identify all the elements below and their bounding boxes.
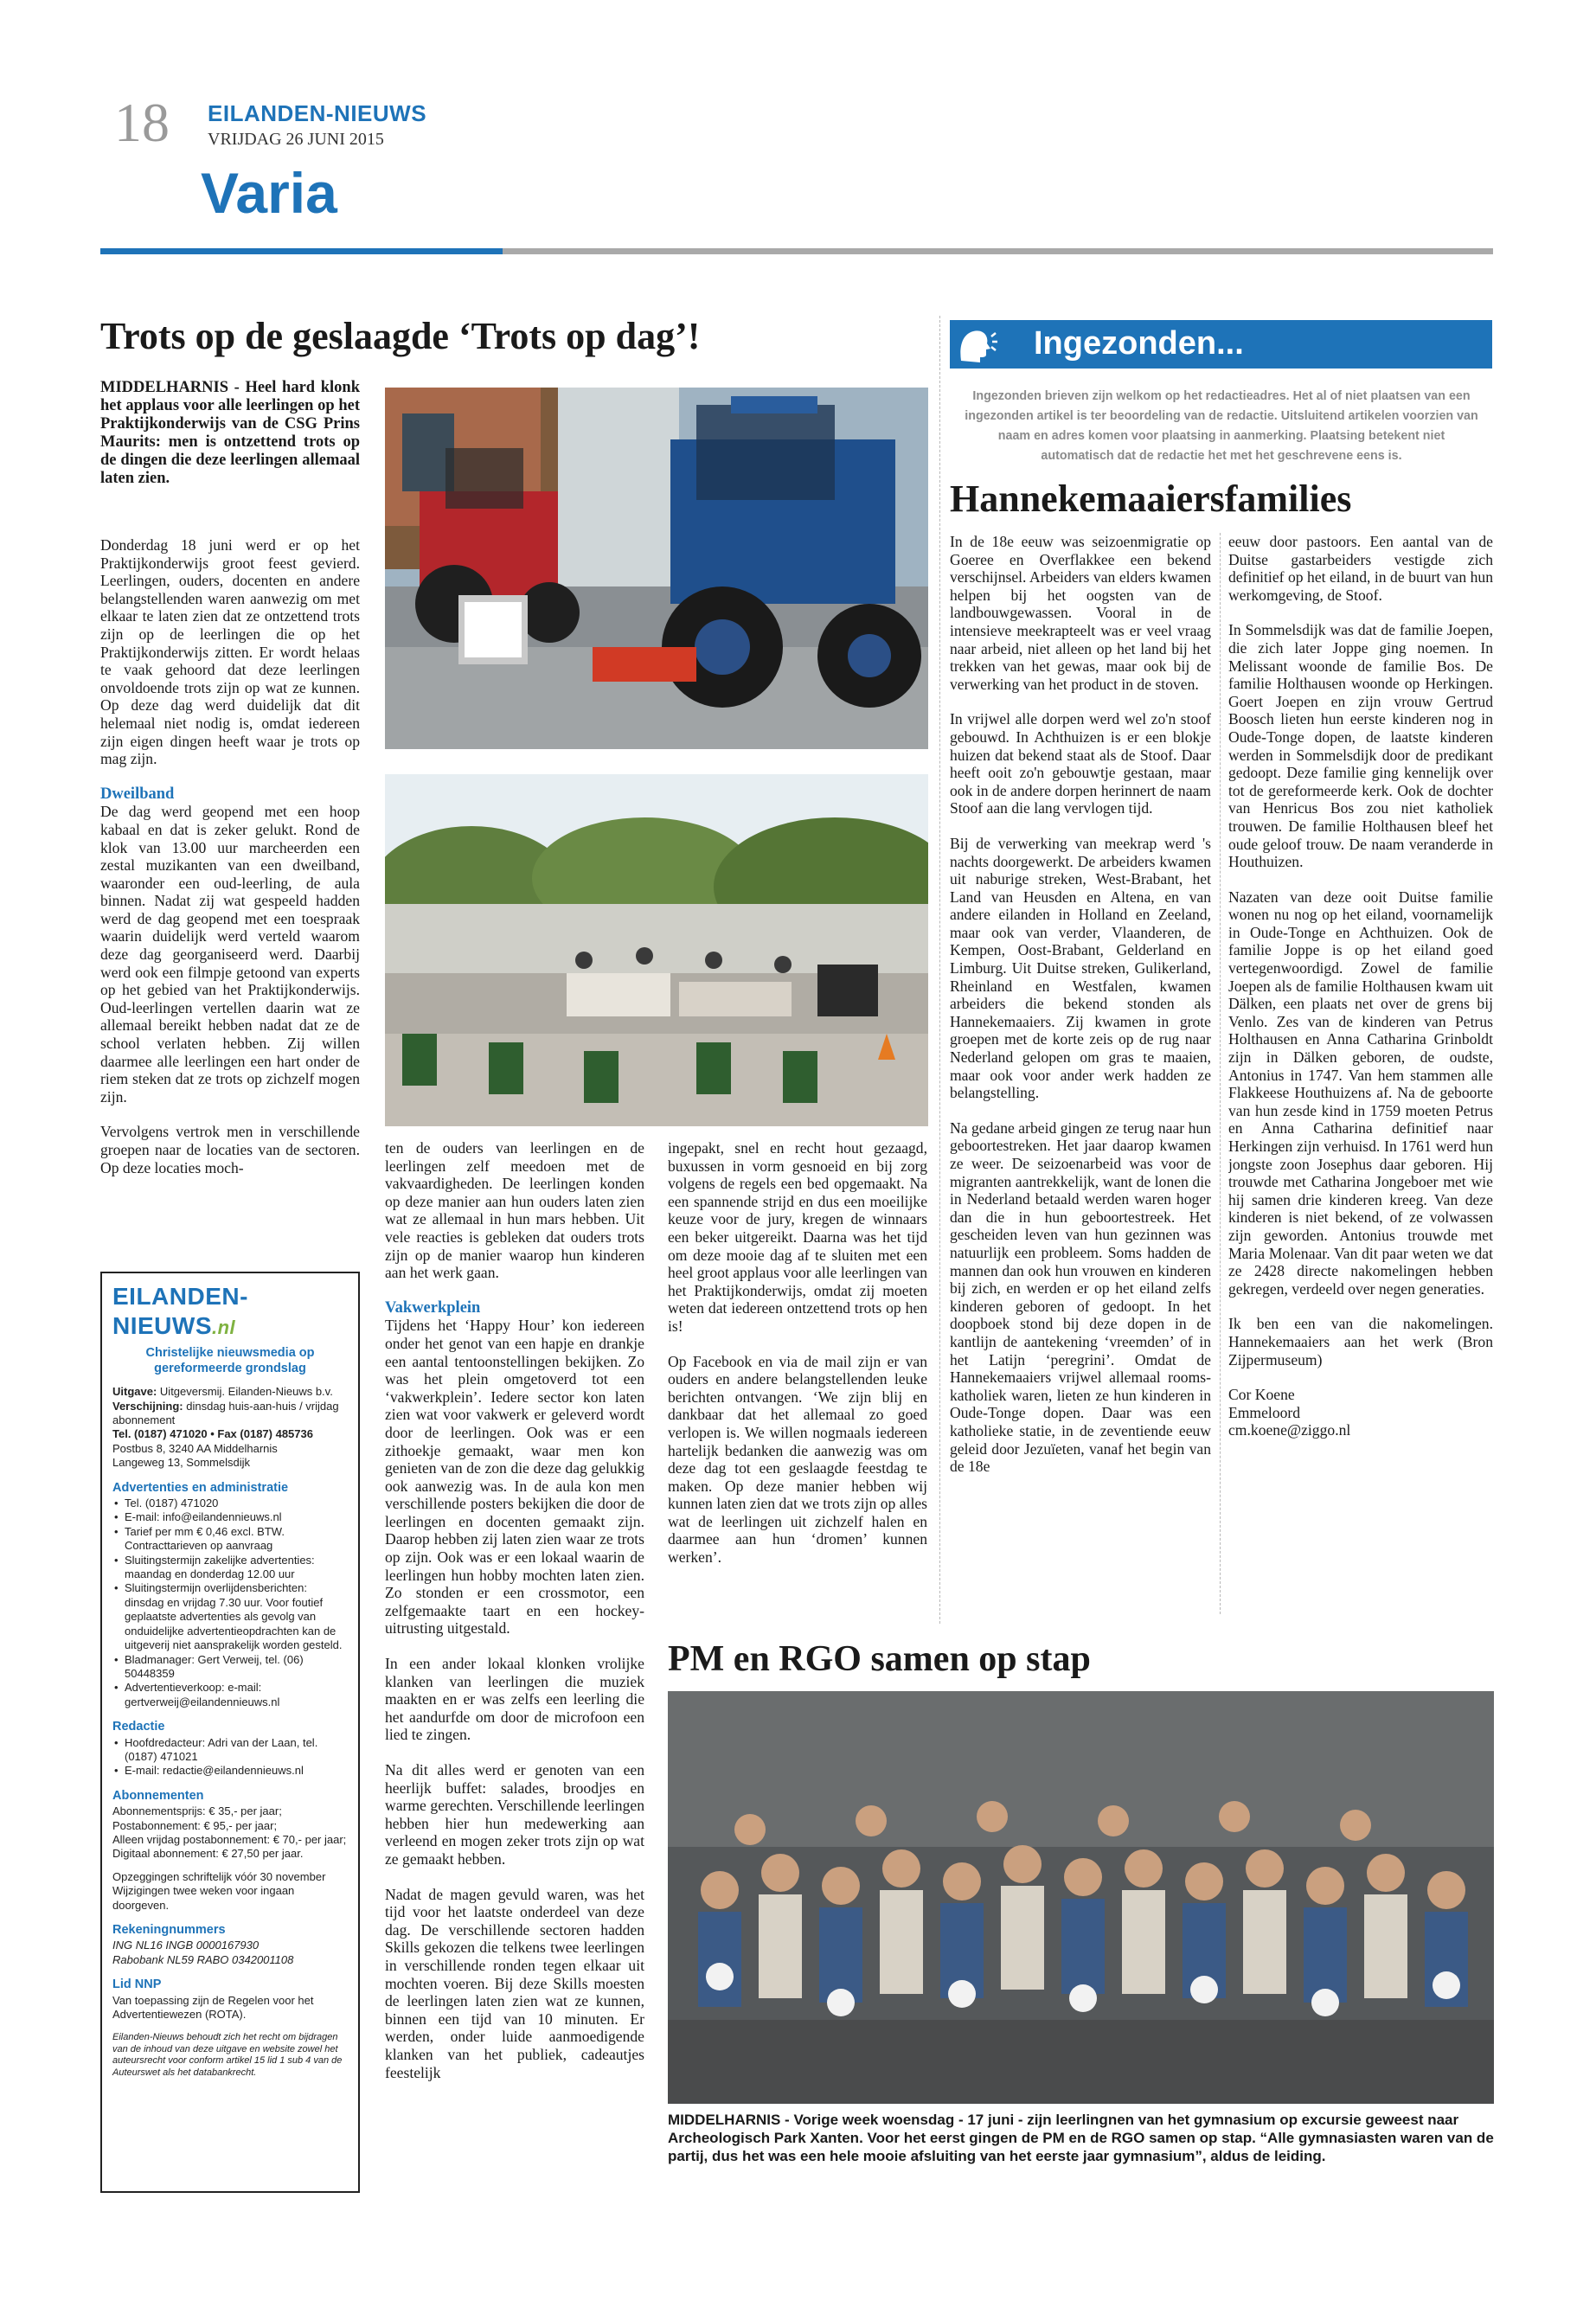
colophon-logo-suffix: .nl [212, 1316, 236, 1338]
paragraph: Nazaten van deze ooit Duitse familie wonen nu nog op het eiland, voornamelijk in Oude-Tonge en Achthuizen. Ook de familie Joppe is op het eiland goed vertegenwoordigd. Zowel de familie Joepen als de familie Holthausen kwam uit Dälken, een plaats net over de grens bij Venlo. Zes van de kinderen van Petrus Holthausen en Anna Catharina Grinboldt zijn in Dälken geboren, de oudste, Antonius in 1747. Van hem stammen alle Flakkeese Houthuizens af. Na de geboorte van hun zesde kind in 1759 moeten Petrus en Anna Catharina definitief naar Herkingen zijn verhuisd. In 1761 werd hun jongste zoon Josephus daar geboren. Hij trouwde met Catharina Jongeboer met wie hij samen drie kinderen kreeg. Van deze kinderen is niet bekend, of ze volwassen zijn geworden. Antonius trouwde met Maria Molenaar. Van dit paar weten we dat ze 2428 directe nakomelingen hebben gekregen, verdeeld over negen generaties. [1228, 888, 1493, 1298]
paragraph: Donderdag 18 juni werd er op het Praktijkonderwijs groot feest gevierd. Leerlingen, ouders, docenten en andere belangstellenden waren aanwezig om met elkaar te laten zien dat ze ontzettend trots zijn op de leerlingen die op het Praktijkonderwijs zitten. Er wordt helaas te vaak gehoord dat deze leerlingen onvoldoende trots zijn op wat ze kunnen. Op deze dag werd duidelijk dat dit helemaal niet nodig is, omdat iedereen zijn eigen dingen heeft waar je trots op mag zijn. [100, 536, 360, 768]
colophon-heading: Rekeningnummers [112, 1923, 226, 1937]
colophon-item: • Tel. (0187) 471020 [112, 1497, 348, 1510]
colophon-address: Postbus 8, 3240 AA Middelharnis [112, 1441, 278, 1455]
article-column-1 [100, 536, 360, 1246]
colophon-item: • Hoofdredacteur: Adri van der Laan, tel. (0187) 471021 [112, 1736, 348, 1765]
colophon-copyright: Eilanden-Nieuws behoudt zich het recht om bijdragen van de inhoud van deze uitgave en website zowel het auteursrecht voor conform artikel 15 lid 1 sub 4 van de Auteurswet als het databankrecht. [112, 2032, 343, 2078]
label: Verschijning: [112, 1399, 183, 1413]
paragraph: Vervolgens vertrok men in verschillende groepen naar de locaties van de sectoren. Op deze locaties moch- [100, 1123, 360, 1176]
colophon-logo [112, 1282, 348, 1340]
article-column-4 [950, 533, 1211, 1614]
colophon-text: Opzeggingen schriftelijk vóór 30 november Wijzigingen twee weken voor ingaan doorgeven. [112, 1869, 326, 1912]
article-column-5 [1228, 533, 1493, 1614]
paragraph: ingepakt, snel en recht hout gezaagd, buxussen in vorm gesnoeid en bij zorg volgens de regels een bed opgemaakt. Na een spannende strijd en dus een moeilijke keuze voor de jury, kregen de winnaars een beker uitgereikt. Daarna was het tijd om deze mooie dag af te sluiten met een heel groot applaus voor alle leerlingen van het Praktijkonderwijs, omdat zij moeten weten dat iedereen ontzettend trots op hen is! [668, 1139, 927, 1335]
ingezonden-label: Ingezonden... [1034, 325, 1244, 362]
paragraph: Na dit alles werd er genoten van een heerlijk buffet: salades, broodjes en warme gerechten. Verschillende leerlingen hebben hier hun medewerking aan verleend en mogen zeker trots zijn op wat ze gemaakt hebben. [385, 1761, 644, 1868]
subheading: Vakwerkplein [385, 1298, 481, 1317]
paragraph: In Sommelsdijk was dat de familie Joepen, die zich later Joppe ging noemen. In Melissant woonde de familie Bos. De familie Holthausen woonde op Herkingen. Goert Joepen en zijn vrouw Gertrud Boosch lieten hun eerste kinderen nog in Oude-Tonge dopen, de laatste kinderen werden in Sommelsdijk door de predikant gedoopt. Deze familie ging kennelijk over tot de gereformeerde kerk. Ook de dochter van Henricus Bos zou niet katholiek trouwen. De familie Holthausen bleef het oude geloof trouw. De naam veranderde in Houthuizen. [1228, 621, 1493, 871]
colophon-verschijning [112, 1400, 348, 1428]
colophon-heading: Redactie [112, 1720, 165, 1734]
photo-tractors [385, 388, 928, 749]
colophon-item[interactable]: • Advertentieverkoop: e-mail: gertverweij@eilandennieuws.nl [112, 1681, 348, 1709]
colophon-item: • Bladmanager: Gert Verweij, tel. (06) 50448359 [112, 1653, 348, 1682]
signature-name: Cor Koene [1228, 1386, 1295, 1404]
page-number: 18 [114, 92, 170, 153]
paragraph: In de 18e eeuw was seizoenmigratie op Goeree en Overflakkee een bekend verschijnsel. Arbeiders van elders kwamen helpen bij het oogsten van de landbouwgewassen. Vooral in de intensieve meekrapteelt was er veel vraag naar arbeid, niet alleen op het land bij het trekken van het gewas, maar ook bij de verwerking van het product in de stoven. [950, 533, 1211, 693]
colophon-heading: Abonnementen [112, 1788, 204, 1803]
colophon-text: Van toepassing zijn de Regelen voor het Advertentiewezen (ROTA). [112, 1993, 314, 2022]
subheading: Dweilband [100, 785, 175, 803]
colophon-tagline: Christelijke nieuwsmedia op gereformeerde grondslag [145, 1346, 315, 1376]
colophon-uitgave [112, 1385, 348, 1399]
ingezonden-notice: Ingezonden brieven zijn welkom op het redactieadres. Het al of niet plaatsen van een ingezonden artikel is ter beoordeling van de redactie. Uitsluitend artikelen voorzien van naam en adres komen voor plaatsing in aanmerking. Plaatsing betekent niet automatisch dat de redactie het met het geschrevene eens is. [965, 389, 1478, 463]
section-title: Varia [201, 161, 337, 225]
article-column-2 [385, 1139, 644, 2195]
column-divider [939, 316, 940, 1624]
value: dinsdag huis-aan-huis / vrijdag abonnement [112, 1399, 339, 1426]
header-rule [503, 248, 1493, 254]
photo-caption: MIDDELHARNIS - Vorige week woensdag - 17 juni - zijn leerlingnen van het gymnasium op excursie geweest naar Archeologisch Park Xanten. Voor het eerst gingen de PM en de RGO samen op stap. “Alle gymnasiasten waren van de partij, dus het was een hele mooie afsluiting van het eerste jaar gymnasium”, aldus de leiding. [668, 2112, 1494, 2164]
label: Uitgave: [112, 1385, 157, 1399]
paragraph: Na gedane arbeid gingen ze terug naar hun geboortestreken. Het jaar daarop kwamen ze weer. De seizoenarbeid was voor de migranten aantrekkelijk, want de lonen die in Nederland betaald werden waren hoger dan die in hun geboortestreek. Het gescheiden leven van hun gezinnen was natuurlijk een probleem. Soms hadden de mannen dan ook hun vrouwen en kinderen bij zich, en werden er op het eiland zelfs kinderen geboren of gedoopt. In het doopboek stond bij deze dopen in de kantlijn de aantekening ‘vreemden’ of in het Latijn ‘peregrini’. Omdat de Hannekemaaiers vrijwel allemaal rooms-katholiek waren, lieten ze hun kinderen in Oude-Tonge dopen. Daar was een katholieke statie, in de zeventiende eeuw geleid door Jezuïeten, vanaf het begin van de 18e [950, 1118, 1211, 1476]
colophon-heading: Advertenties en administratie [112, 1480, 289, 1495]
paragraph: eeuw door pastoors. Een aantal van de Duitse gastarbeiders vestigde zich definitief op het eiland, in de buurt van hun werkomgeving, de Stoof. [1228, 533, 1493, 604]
colophon-item: • Tarief per mm € 0,46 excl. BTW. Contracttarieven op aanvraag [112, 1525, 348, 1554]
paragraph: Op Facebook en via de mail zijn er van ouders en andere belangstellenden leuke berichten ontvangen. ‘We zijn blij en dankbaar dat het allemaal zo goed verlopen is. We willen nogmaals iedereen hartelijk bedanken die aanwezig was om deze dag tot een geslaagde feestdag te maken. Op deze manier hebben wij kunnen laten zien dat we trots zijn op alles wat de leerlingen uit zichzelf halen en daarmee aan hun ‘dromen’ kunnen werken’. [668, 1352, 927, 1567]
article-title: Hannekemaaiersfamilies [950, 478, 1352, 520]
colophon-box [100, 1272, 360, 2193]
colophon-text: ING NL16 INGB 0000167930 Rabobank NL59 RABO 0342001108 [112, 1939, 294, 1966]
colophon-item[interactable]: • E-mail: info@eilandennieuws.nl [112, 1510, 348, 1524]
colophon-item[interactable]: • E-mail: redactie@eilandennieuws.nl [112, 1764, 348, 1778]
paragraph: Bij de verwerking van meekrap werd 's nachts doorgewerkt. De arbeiders kwamen uit naburige streken, West-Brabant, het Land van Heusden en Altena, en van andere eilanden in Holland en Zeeland, maar ook van verder, Vlaanderen, de Kempen, Oost-Brabant, Gelderland en Limburg. Uit Duitse streken, Gulikerland, Rheinland en Westfalen, kwamen arbeiders die bekend stonden als Hannekemaaiers. Zij kwamen in grote groepen met de korte zeis op de rug naar Nederland gelopen om gras te maaien, maar ook voor ander werk hadden ze belangstelling. [950, 834, 1211, 1102]
colophon-phone: Tel. (0187) 471020 • Fax (0187) 485736 [112, 1427, 313, 1441]
colophon-item: • Sluitingstermijn zakelijke advertenties: maandag en donderdag 12.00 uur [112, 1554, 348, 1582]
article-title: Trots op de geslaagde ‘Trots op dag’! [100, 315, 701, 357]
photo-courtyard [385, 774, 928, 1126]
colophon-address: Langeweg 13, Sommelsdijk [112, 1456, 250, 1470]
article-title: PM en RGO samen op stap [668, 1639, 1091, 1679]
article-column-3 [668, 1139, 927, 1624]
paragraph: Ik ben een van die nakomelingen. Hannekemaaiers aan het werk (Bron Zijpermuseum) [1228, 1315, 1493, 1368]
column-divider [1220, 533, 1221, 1614]
signature-email: cm.koene@ziggo.nl [1228, 1421, 1351, 1439]
photo-group [668, 1691, 1494, 2104]
paragraph: Nadat de magen gevuld waren, was het tijd voor het laatste onderdeel van deze dag. De verschillende sectoren hadden Skills gekozen die telkens twee leerlingen in verschillende ronden tegen elkaar uit mochten voeren. Bij deze Skills moesten de leerlingen laten zien wat ze kunnen, binnen een tijd van 10 minuten. Er werden, onder luide aanmoedigende klanken van het publiek, cadeautjes feestelijk [385, 1885, 644, 2081]
speaking-head-icon [954, 323, 999, 366]
paragraph: In een ander lokaal klonken vrolijke klanken van leerlingen die muziek maakten en er was zelfs een leerling die het aandurfde om door de microfoon een lied te zingen. [385, 1655, 644, 1744]
colophon-heading: Lid NNP [112, 1977, 162, 1992]
paragraph: De dag werd geopend met een hoop kabaal en dat is zeker gelukt. Rond de klok van 13.00 uur marcheerden een zestal muzikanten van een dweilband, waaronder een oud-leerling, de aula binnen. Nadat zij wat gespeeld hadden werd de dag geopend met een toespraak waarin duidelijk werd verteld waarom deze dag georganiseerd werd. Daarbij werd ook een filmpje getoond van experts op het gebied van het Praktijkonderwijs. Oud-leerlingen vertellen daarin wat ze allemaal bereikt hebben nadat dat ze de school verlaten hebben. Zij willen daarmee alle leerlingen een hart onder de riem steken dat ze trots op zichzelf mogen zijn. [100, 803, 360, 1106]
header-rule-accent [100, 248, 503, 254]
colophon-logo-text: EILANDEN-NIEUWS [112, 1283, 248, 1339]
paragraph: In vrijwel alle dorpen werd wel zo'n stoof gebouwd. In Achthuizen is er een blokje huizen dat bekend staat als de Stoof. Daar heeft ooit zo'n gebouwtje gestaan, maar ook in de andere dorpen herinnert de naam Stoof aan die lang vervlogen tijd. [950, 710, 1211, 817]
colophon-text: Abonnementsprijs: € 35,- per jaar; Postabonnement: € 95,- per jaar; Alleen vrijdag postabonnement: € 70,- per jaar; Digitaal abonnement: € 27,50 per jaar. [112, 1804, 347, 1861]
publication-date: VRIJDAG 26 JUNI 2015 [208, 130, 384, 149]
signature-place: Emmeloord [1228, 1403, 1301, 1421]
paragraph: ten de ouders van leerlingen en de leerlingen zelf meedoen met de vakvaardigheden. De leerlingen konden op deze manier aan hun ouders laten zien wat ze allemaal in hun mars hebben. Uit vele reacties is gebleken dat ouders trots zijn op de manier waarop hun kinderen aan het werk gaan. [385, 1139, 644, 1282]
article-lead: MIDDELHARNIS - Heel hard klonk het applaus voor alle leerlingen op het Praktijkonderwijs van de CSG Prins Maurits: men is ontzettend trots op de dingen die deze leerlingen allemaal laten zien. [100, 379, 360, 487]
colophon-item: • Sluitingstermijn overlijdensberichten: dinsdag en vrijdag 7.30 uur. Voor foutief geplaatste advertenties als gevolg van onduidelijke advertentieopdrachten kan de uitgeverij niet aansprakelijk worden gesteld. [112, 1581, 348, 1652]
masthead-logo: EILANDEN-NIEUWS [208, 100, 427, 126]
value: Uitgeversmij. Eilanden-Nieuws b.v. [159, 1385, 333, 1399]
paragraph: Tijdens het ‘Happy Hour’ kon iedereen onder het genot van een hapje en drankje een aantal tentoonstellingen bekijken. Zo was het plein omgetoverd tot een ‘vakwerkplein’. Iedere sector kon laten zien wat voor vakwerk er geleverd wordt door de leerlingen. Ook was er een zithoekje gemaakt, waar men kon genieten van de zon die deze dag gelukkig ook aanwezig was. In de aula kon men verschillende posters bekijken die door de leerlingen en docenten gemaakt zijn. Daarop hebben zij laten zien waar ze trots op zijn. Ook was er een lokaal waarin de leerlingen hun hobby mochten laten zien. Zo stonden er een crossmotor, een zelfgemaakte taart en een hockey-uitrusting uitgestald. [385, 1317, 644, 1638]
